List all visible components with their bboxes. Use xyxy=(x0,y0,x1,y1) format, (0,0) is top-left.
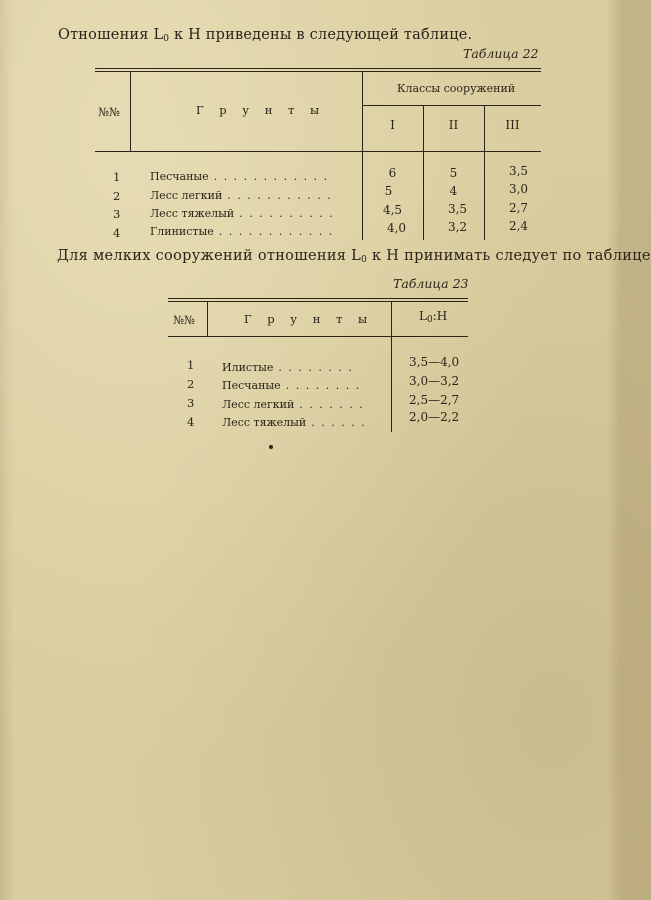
table-22-row-1-name: Песчаные . . . . . . . . . . . . xyxy=(150,170,329,183)
table-23-vrule-soil xyxy=(391,302,392,432)
table-22-classes-rule xyxy=(362,105,541,106)
table-23-header-rule xyxy=(168,336,468,337)
table-23-row-4-name: Лесс тяжелый . . . . . . xyxy=(222,416,367,429)
table-22-row-2-c3: 3,0 xyxy=(508,182,529,196)
intro-2-part-b: к H принимать следует по таблице xyxy=(367,248,651,264)
table-23-row-3-name: Лесс легкий . . . . . . . xyxy=(222,398,365,411)
intro-1-part-b: к H приведены в следующей таблице. xyxy=(169,27,473,43)
table-23-row-3-name-text: Лесс легкий xyxy=(222,398,295,411)
table-23-header-ratio xyxy=(419,309,447,325)
intro-1-subscript: 0 xyxy=(163,34,170,44)
table-23-header-num: №№ xyxy=(173,313,195,327)
table-22-row-2-c2: 4 xyxy=(449,184,458,198)
intro-text-1 xyxy=(58,27,472,44)
table-22-row-4-c1: 4,0 xyxy=(386,221,407,235)
table-22-row-3-c1: 4,5 xyxy=(382,203,403,217)
table-23-row-1-name-text: Илистые xyxy=(222,361,274,374)
table-23-top-rule xyxy=(168,298,468,299)
table-22-vrule-num xyxy=(130,72,131,151)
table-23-row-2-value: 3,0—3,2 xyxy=(409,374,460,388)
table-23-row-2-num: 2 xyxy=(187,377,195,391)
table-23-header-soil: Г р у н т ы xyxy=(244,312,374,326)
table-22-row-3-c2: 3,5 xyxy=(447,202,468,216)
table-22-row-2-num: 2 xyxy=(113,189,121,203)
table-22-row-3-name-text: Лесс тяжелый xyxy=(150,207,235,220)
intro-2-subscript: 0 xyxy=(361,255,368,265)
intro-1-part-a: Отношения L xyxy=(58,27,164,43)
table-22-header-c2: II xyxy=(448,118,459,132)
table-22-row-3-name: Лесс тяжелый . . . . . . . . . . xyxy=(150,207,335,220)
table-22-row-2-name-text: Лесс легкий xyxy=(150,189,223,202)
table-22-top-rule-2 xyxy=(95,71,541,72)
table-22-row-3-num: 3 xyxy=(113,207,121,221)
table-22-label: Таблица 22 xyxy=(463,46,539,61)
table-22-row-1-c2: 5 xyxy=(449,166,458,180)
table-23-top-rule-2 xyxy=(168,301,468,302)
table-22-header-soil: Г р у н т ы xyxy=(196,103,326,117)
table-22-row-2-name: Лесс легкий . . . . . . . . . . . xyxy=(150,189,333,202)
table-22-row-2-c1: 5 xyxy=(384,184,393,198)
table-23-row-3-num: 3 xyxy=(187,396,195,410)
table-23-row-4-name-text: Лесс тяжелый xyxy=(222,416,307,429)
intro-text-2 xyxy=(57,248,651,265)
table-22-row-1-c3: 3,5 xyxy=(508,164,529,178)
table-23-row-3-value: 2,5—2,7 xyxy=(409,393,460,407)
table-23-row-2-name-text: Песчаные xyxy=(222,379,281,392)
table-23-row-2-name: Песчаные . . . . . . . . xyxy=(222,379,361,392)
table-23-row-1-value: 3,5—4,0 xyxy=(409,355,460,369)
table-22-header-rule xyxy=(95,151,541,152)
table-23-row-1-name: Илистые . . . . . . . . xyxy=(222,361,354,374)
table-22-header-num: №№ xyxy=(98,105,120,119)
table-23-header-ratio-sub: 0 xyxy=(426,315,433,325)
table-23-row-4-value: 2,0—2,2 xyxy=(409,410,460,424)
table-23-label: Таблица 23 xyxy=(393,276,469,291)
table-22-top-rule xyxy=(95,68,541,69)
ink-dot xyxy=(269,445,273,449)
table-22-row-4-num: 4 xyxy=(113,226,121,240)
table-22-row-1-name-text: Песчаные xyxy=(150,170,209,183)
table-23-row-4-num: 4 xyxy=(187,415,195,429)
table-23-vrule-num xyxy=(207,302,208,336)
table-23-row-1-num: 1 xyxy=(187,358,195,372)
table-23-header-ratio-l: L xyxy=(419,309,427,323)
table-22-header-c1: I xyxy=(390,118,395,132)
table-22-row-4-c2: 3,2 xyxy=(447,220,468,234)
table-22-header-c3: III xyxy=(505,118,520,132)
table-22-row-4-name: Глинистые . . . . . . . . . . . . xyxy=(150,225,334,238)
table-22-row-1-num: 1 xyxy=(113,170,121,184)
table-23-header-ratio-h: :H xyxy=(432,309,448,323)
table-22-row-4-name-text: Глинистые xyxy=(150,225,214,238)
intro-2-part-a: Для мелких сооружений отношения L xyxy=(57,248,362,264)
table-22-row-1-c1: 6 xyxy=(388,166,397,180)
table-22-row-3-c3: 2,7 xyxy=(508,201,529,215)
table-22-row-4-c3: 2,4 xyxy=(508,219,529,233)
table-22-header-classes: Классы сооружений xyxy=(397,82,516,95)
